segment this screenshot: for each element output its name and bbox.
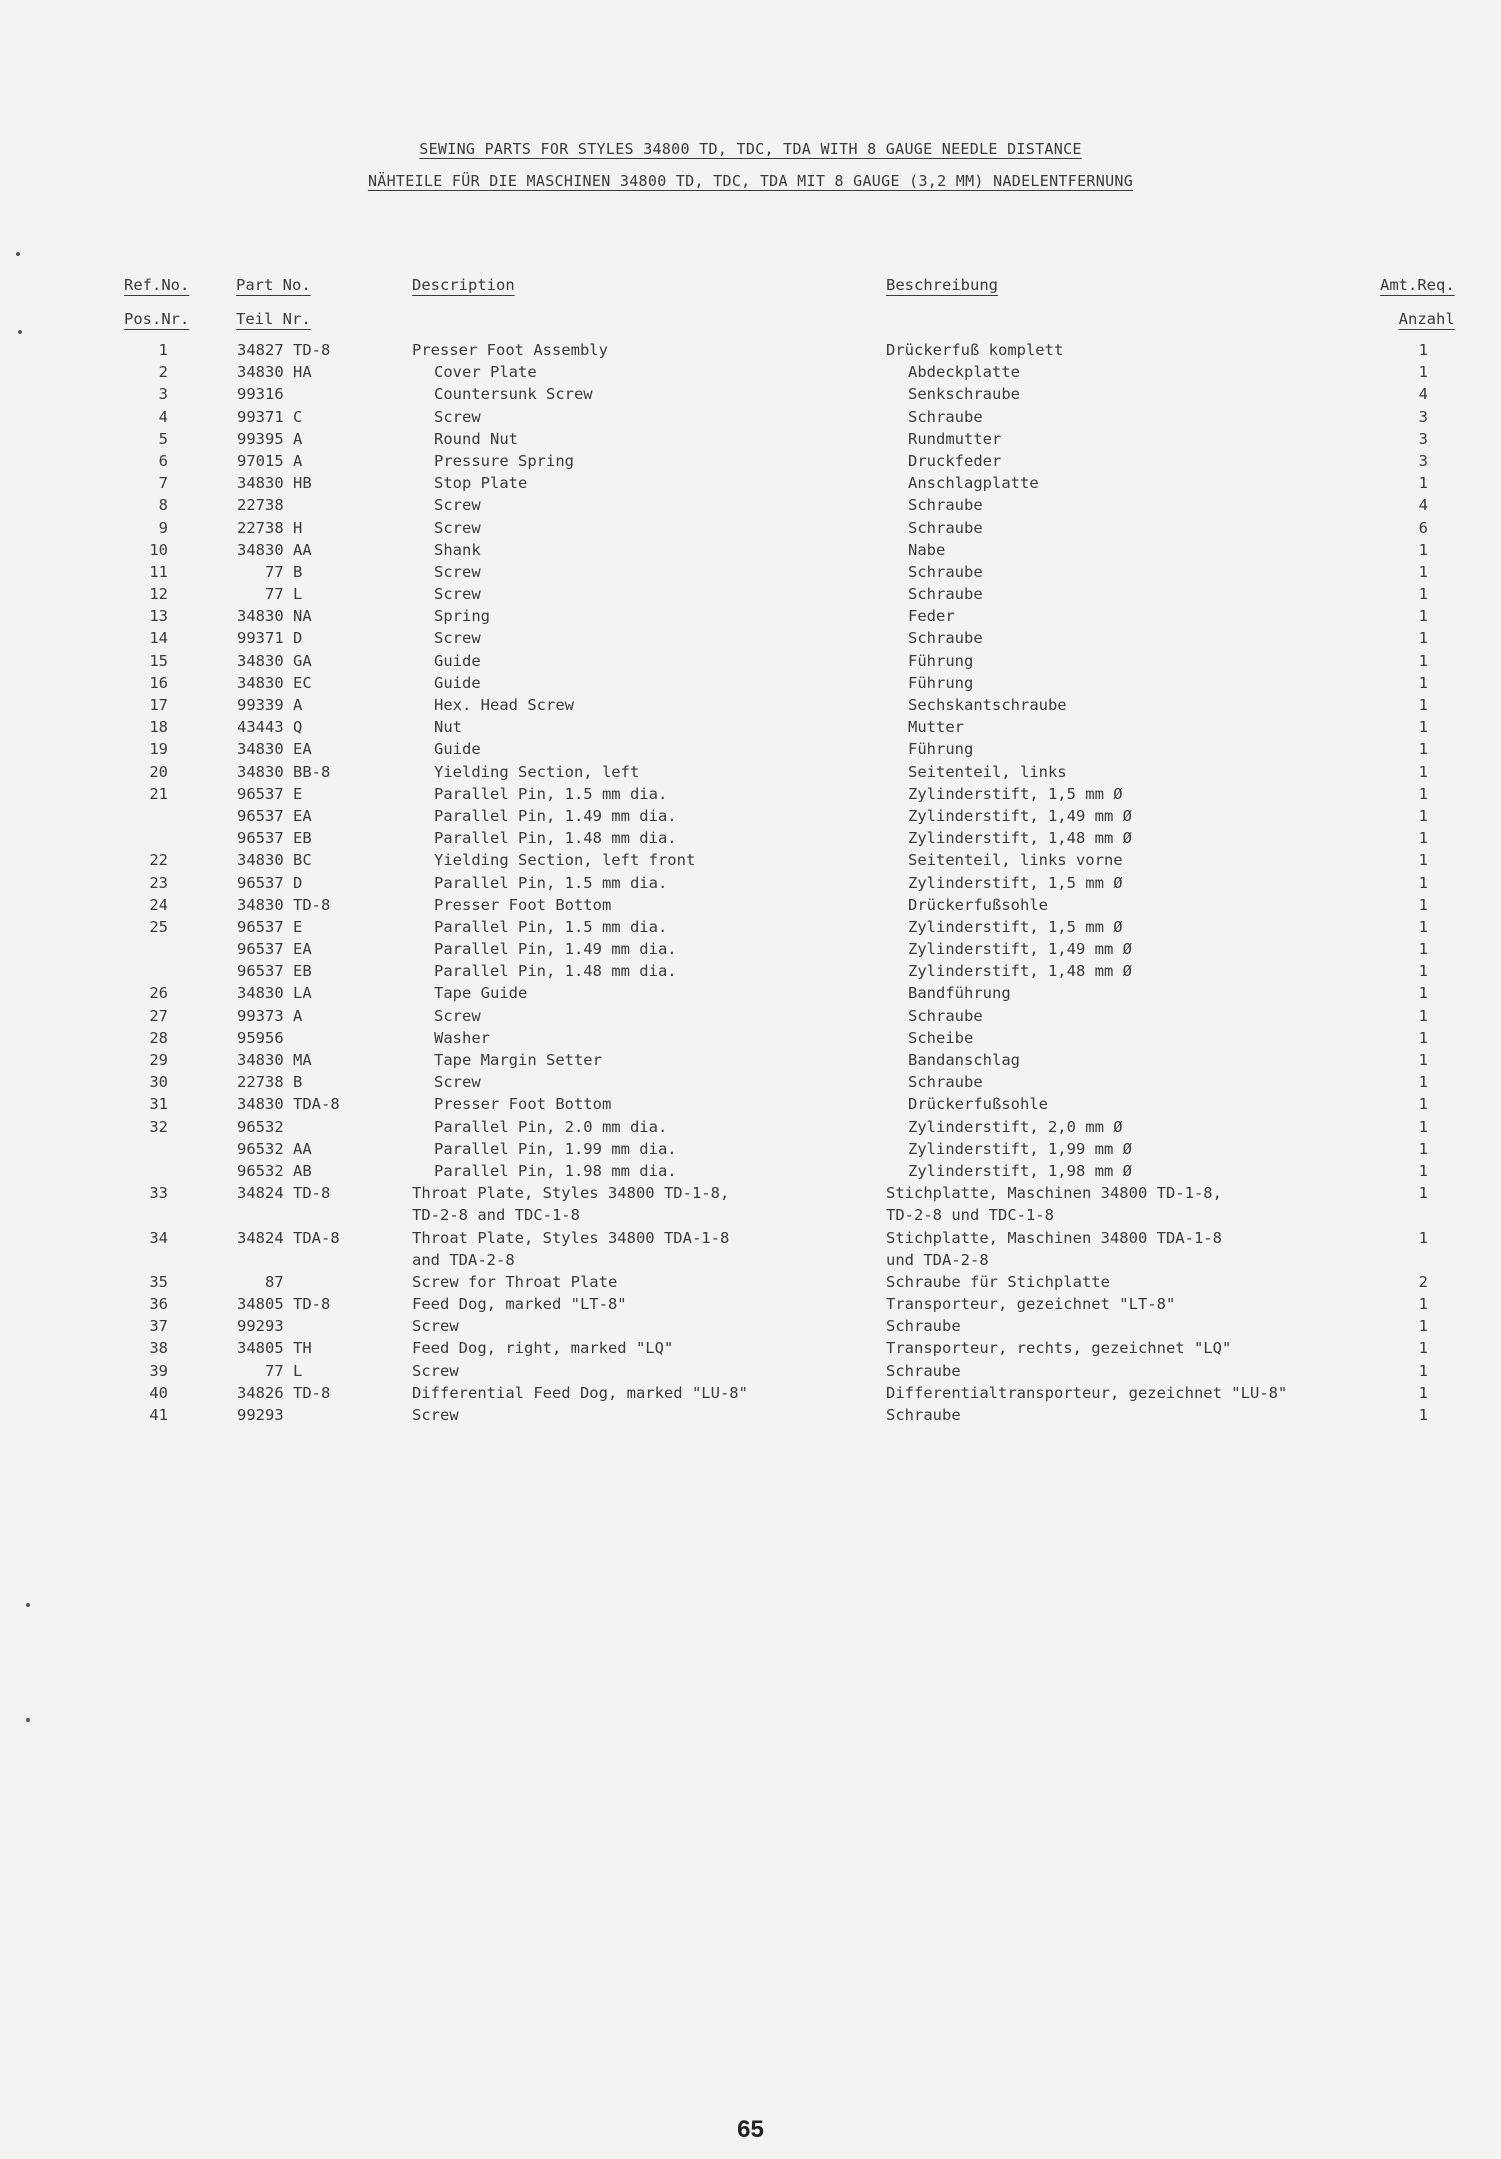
description-cell: Throat Plate, Styles 34800 TD-1-8, — [412, 1184, 730, 1203]
description-cell: Hex. Head Screw — [434, 696, 574, 714]
amount-cell: 1 — [1418, 1317, 1428, 1336]
amount-cell: 1 — [1418, 474, 1428, 493]
description-cell: Parallel Pin, 2.0 mm dia. — [434, 1117, 668, 1136]
beschreibung-cell: Drückerfuß komplett — [886, 341, 1064, 359]
beschreibung-cell: Seitenteil, links vorne — [908, 851, 1123, 870]
description-cell: Stop Plate — [434, 474, 528, 493]
description-cell: Feed Dog, right, marked "LQ" — [412, 1339, 674, 1358]
description-cell: Screw — [434, 496, 481, 515]
beschreibung-cell: Schraube — [886, 1317, 961, 1336]
beschreibung-cell: Zylinderstift, 1,49 mm Ø — [908, 806, 1132, 825]
table-row — [0, 1382, 1501, 1404]
amount-cell: 1 — [1418, 1295, 1428, 1314]
table-row — [0, 517, 1501, 539]
beschreibung-cell: Drückerfußsohle — [908, 895, 1048, 914]
table-row — [0, 1182, 1501, 1204]
ref-no-cell: 35 — [149, 1272, 168, 1291]
ref-no-cell: 33 — [149, 1184, 168, 1203]
amount-cell: 1 — [1418, 1361, 1428, 1380]
part-no-cell: 99395 A — [237, 429, 303, 448]
description-cell: Parallel Pin, 1.98 mm dia. — [434, 1161, 677, 1180]
beschreibung-cell: Zylinderstift, 1,48 mm Ø — [908, 962, 1132, 981]
table-row — [0, 1160, 1501, 1182]
amount-cell: 1 — [1418, 895, 1428, 914]
table-row — [0, 361, 1501, 383]
amount-cell: 1 — [1418, 1339, 1428, 1358]
part-no-cell: 97015 A — [237, 451, 303, 470]
amount-cell: 1 — [1418, 962, 1428, 981]
beschreibung-cell: Abdeckplatte — [908, 363, 1020, 382]
beschreibung-cell: Schraube — [886, 1406, 961, 1424]
beschreibung-cell: Zylinderstift, 1,98 mm Ø — [908, 1161, 1132, 1180]
part-no-cell: 96537 E — [237, 917, 303, 936]
part-no-cell: 34830 TDA-8 — [237, 1095, 340, 1114]
part-no-cell: 99373 A — [237, 1006, 303, 1025]
parts-table — [0, 339, 1501, 1426]
part-no-cell: 99371 D — [237, 629, 303, 648]
table-row — [0, 1093, 1501, 1115]
part-no-cell: 34830 TD-8 — [237, 895, 331, 914]
description-cell: Parallel Pin, 1.49 mm dia. — [434, 940, 677, 959]
description-cell: Screw — [412, 1406, 459, 1424]
description-cell: Yielding Section, left front — [434, 851, 696, 870]
description-cell: Parallel Pin, 1.5 mm dia. — [434, 917, 668, 936]
description-cell: Parallel Pin, 1.49 mm dia. — [434, 806, 677, 825]
amount-cell: 1 — [1418, 1051, 1428, 1069]
description-cell: Presser Foot Bottom — [434, 1095, 612, 1114]
part-no-cell: 34830 AA — [237, 540, 312, 559]
beschreibung-cell: Stichplatte, Maschinen 34800 TD-1-8, — [886, 1184, 1222, 1203]
beschreibung-cell: Drückerfußsohle — [908, 1095, 1048, 1114]
ref-no-cell: 29 — [149, 1051, 168, 1069]
amount-cell: 1 — [1418, 806, 1428, 825]
table-row — [0, 872, 1501, 894]
amount-cell: 3 — [1418, 407, 1428, 426]
table-row — [0, 1116, 1501, 1138]
beschreibung-cell: Zylinderstift, 2,0 mm Ø — [908, 1117, 1123, 1136]
amount-cell: 4 — [1418, 496, 1428, 515]
table-row — [0, 1404, 1501, 1426]
table-row — [0, 1227, 1501, 1249]
amount-cell: 1 — [1418, 1228, 1428, 1247]
table-row — [0, 1204, 1501, 1226]
description-cell: Yielding Section, left — [434, 762, 640, 781]
description-cell: Parallel Pin, 1.48 mm dia. — [434, 829, 677, 848]
ref-no-cell: 22 — [149, 851, 168, 870]
description-cell: Screw — [434, 1006, 481, 1025]
ref-no-cell: 14 — [149, 629, 168, 648]
ref-no-cell: 23 — [149, 873, 168, 892]
ref-no-cell: 30 — [149, 1073, 168, 1092]
part-no-cell: 22738 B — [237, 1073, 303, 1092]
amount-cell: 1 — [1418, 1161, 1428, 1180]
part-no-cell: 96537 D — [237, 873, 303, 892]
table-row — [0, 894, 1501, 916]
title-english: SEWING PARTS FOR STYLES 34800 TD, TDC, TDA WITH 8 GAUGE NEEDLE DISTANCE — [419, 140, 1082, 158]
beschreibung-cell: Führung — [908, 740, 974, 759]
table-row — [0, 450, 1501, 472]
description-cell: Parallel Pin, 1.48 mm dia. — [434, 962, 677, 981]
description-cell: Countersunk Screw — [434, 385, 593, 404]
beschreibung-cell: Zylinderstift, 1,5 mm Ø — [908, 917, 1123, 936]
header-part-no: Part No. Teil Nr. — [236, 276, 311, 328]
ref-no-cell: 40 — [149, 1383, 168, 1402]
description-cell: Nut — [434, 718, 462, 737]
title-german: NÄHTEILE FÜR DIE MASCHINEN 34800 TD, TDC, TDA MIT 8 GAUGE (3,2 MM) NADELENTFERNUNG — [367, 172, 1134, 190]
amount-cell: 1 — [1418, 607, 1428, 626]
ref-no-cell: 17 — [149, 696, 168, 714]
beschreibung-cell: Scheibe — [908, 1028, 974, 1047]
description-cell: Differential Feed Dog, marked "LU-8" — [412, 1383, 748, 1402]
part-no-cell: 34805 TD-8 — [237, 1295, 331, 1314]
amount-cell: 3 — [1418, 429, 1428, 448]
table-row — [0, 672, 1501, 694]
beschreibung-cell: Senkschraube — [908, 385, 1020, 404]
ref-no-cell: 38 — [149, 1339, 168, 1358]
table-row — [0, 605, 1501, 627]
scan-speck — [16, 252, 20, 256]
beschreibung-cell: Schraube — [908, 407, 983, 426]
table-row — [0, 1027, 1501, 1049]
amount-cell: 1 — [1418, 1117, 1428, 1136]
beschreibung-cell: Zylinderstift, 1,99 mm Ø — [908, 1139, 1132, 1158]
description-cell: Screw — [434, 1073, 481, 1092]
part-no-cell: 43443 Q — [237, 718, 303, 737]
part-no-cell: 99293 — [237, 1406, 284, 1424]
ref-no-cell: 10 — [149, 540, 168, 559]
description-cell: Parallel Pin, 1.5 mm dia. — [434, 784, 668, 803]
description-cell: Throat Plate, Styles 34800 TDA-1-8 — [412, 1228, 730, 1247]
table-row — [0, 1315, 1501, 1337]
beschreibung-cell: Anschlagplatte — [908, 474, 1039, 493]
amount-cell: 4 — [1418, 385, 1428, 404]
amount-cell: 1 — [1418, 585, 1428, 604]
amount-cell: 1 — [1418, 1406, 1428, 1424]
beschreibung-cell: TD-2-8 und TDC-1-8 — [886, 1206, 1054, 1225]
beschreibung-cell: Differentialtransporteur, gezeichnet "LU-8" — [886, 1383, 1288, 1402]
amount-cell: 1 — [1418, 1095, 1428, 1114]
amount-cell: 1 — [1418, 562, 1428, 581]
description-cell: Guide — [434, 673, 481, 692]
beschreibung-cell: Schraube — [908, 562, 983, 581]
amount-cell: 2 — [1418, 1272, 1428, 1291]
description-cell: Screw — [434, 585, 481, 604]
description-cell: Round Nut — [434, 429, 518, 448]
beschreibung-cell: Schraube — [908, 1073, 983, 1092]
beschreibung-cell: Transporteur, rechts, gezeichnet "LQ" — [886, 1339, 1232, 1358]
ref-no-cell: 12 — [149, 585, 168, 604]
table-row — [0, 1293, 1501, 1315]
part-no-cell: 34830 HB — [237, 474, 312, 493]
description-cell: Presser Foot Assembly — [412, 341, 608, 359]
table-row — [0, 1138, 1501, 1160]
table-row — [0, 1249, 1501, 1271]
amount-cell: 1 — [1418, 917, 1428, 936]
beschreibung-cell: Transporteur, gezeichnet "LT-8" — [886, 1295, 1176, 1314]
amount-cell: 6 — [1418, 518, 1428, 537]
ref-no-cell: 20 — [149, 762, 168, 781]
description-cell: Screw for Throat Plate — [412, 1272, 618, 1291]
part-no-cell: 96532 — [237, 1117, 284, 1136]
table-row — [0, 982, 1501, 1004]
table-row — [0, 1005, 1501, 1027]
part-no-cell: 34824 TDA-8 — [237, 1228, 340, 1247]
description-cell: Screw — [412, 1361, 459, 1380]
scan-speck — [26, 1718, 30, 1722]
part-no-cell: 34830 BB-8 — [237, 762, 331, 781]
part-no-cell: 96537 EA — [237, 806, 312, 825]
table-row — [0, 1049, 1501, 1071]
part-no-cell: 87 — [237, 1272, 284, 1291]
amount-cell: 3 — [1418, 451, 1428, 470]
description-cell: Tape Margin Setter — [434, 1051, 602, 1069]
ref-no-cell: 18 — [149, 718, 168, 737]
part-no-cell: 99339 A — [237, 696, 303, 714]
ref-no-cell: 1 — [158, 341, 168, 359]
table-row — [0, 960, 1501, 982]
table-row — [0, 1360, 1501, 1382]
ref-no-cell: 26 — [149, 984, 168, 1003]
header-beschreibung: Beschreibung — [886, 276, 998, 294]
ref-no-cell: 13 — [149, 607, 168, 626]
amount-cell: 1 — [1418, 718, 1428, 737]
description-cell: and TDA-2-8 — [412, 1250, 515, 1269]
table-row — [0, 650, 1501, 672]
beschreibung-cell: Schraube — [908, 585, 983, 604]
header-amount: Amt.Req. Anzahl — [1380, 276, 1455, 328]
beschreibung-cell: Führung — [908, 651, 974, 670]
description-cell: Spring — [434, 607, 490, 626]
part-no-cell: 96537 EA — [237, 940, 312, 959]
amount-cell: 1 — [1418, 629, 1428, 648]
header-ref-no: Ref.No. Pos.Nr. — [124, 276, 190, 328]
table-row — [0, 1337, 1501, 1359]
description-cell: Guide — [434, 651, 481, 670]
beschreibung-cell: Zylinderstift, 1,48 mm Ø — [908, 829, 1132, 848]
scan-speck — [18, 330, 22, 334]
table-row — [0, 472, 1501, 494]
amount-cell: 1 — [1418, 1383, 1428, 1402]
ref-no-cell: 4 — [158, 407, 168, 426]
ref-no-cell: 31 — [149, 1095, 168, 1114]
part-no-cell: 34830 HA — [237, 363, 312, 382]
amount-cell: 1 — [1418, 873, 1428, 892]
page-number: 65 — [737, 2116, 764, 2143]
ref-no-cell: 5 — [158, 429, 168, 448]
part-no-cell: 96532 AB — [237, 1161, 312, 1180]
part-no-cell: 95956 — [237, 1028, 284, 1047]
part-no-cell: 22738 — [237, 496, 284, 515]
table-row — [0, 938, 1501, 960]
ref-no-cell: 7 — [158, 474, 168, 493]
amount-cell: 1 — [1418, 1073, 1428, 1092]
table-row — [0, 561, 1501, 583]
amount-cell: 1 — [1418, 1006, 1428, 1025]
table-row — [0, 716, 1501, 738]
table-row — [0, 627, 1501, 649]
part-no-cell: 34830 BC — [237, 851, 312, 870]
ref-no-cell: 39 — [149, 1361, 168, 1380]
description-cell: Screw — [434, 562, 481, 581]
amount-cell: 1 — [1418, 651, 1428, 670]
beschreibung-cell: Schraube für Stichplatte — [886, 1272, 1110, 1291]
scan-speck — [26, 1603, 30, 1607]
amount-cell: 1 — [1418, 762, 1428, 781]
ref-no-cell: 16 — [149, 673, 168, 692]
table-row — [0, 383, 1501, 405]
part-no-cell: 96537 EB — [237, 829, 312, 848]
part-no-cell: 34830 MA — [237, 1051, 312, 1069]
beschreibung-cell: Bandführung — [908, 984, 1011, 1003]
beschreibung-cell: Führung — [908, 673, 974, 692]
table-row — [0, 539, 1501, 561]
part-no-cell: 34805 TH — [237, 1339, 312, 1358]
description-cell: Washer — [434, 1028, 490, 1047]
amount-cell: 1 — [1418, 673, 1428, 692]
table-row — [0, 738, 1501, 760]
description-cell: Parallel Pin, 1.99 mm dia. — [434, 1139, 677, 1158]
description-cell: Screw — [434, 518, 481, 537]
ref-no-cell: 37 — [149, 1317, 168, 1336]
amount-cell: 1 — [1418, 1139, 1428, 1158]
table-row — [0, 827, 1501, 849]
part-no-cell: 99293 — [237, 1317, 284, 1336]
table-row — [0, 783, 1501, 805]
amount-cell: 1 — [1418, 940, 1428, 959]
table-row — [0, 339, 1501, 361]
beschreibung-cell: Feder — [908, 607, 955, 626]
table-row — [0, 761, 1501, 783]
part-no-cell: 99371 C — [237, 407, 303, 426]
ref-no-cell: 8 — [158, 496, 168, 515]
description-cell: Screw — [434, 407, 481, 426]
ref-no-cell: 27 — [149, 1006, 168, 1025]
part-no-cell: 99316 — [237, 385, 284, 404]
amount-cell: 1 — [1418, 1028, 1428, 1047]
part-no-cell: 34824 TD-8 — [237, 1184, 331, 1203]
part-no-cell: 22738 H — [237, 518, 303, 537]
part-no-cell: 77 B — [237, 562, 303, 581]
ref-no-cell: 9 — [158, 518, 168, 537]
beschreibung-cell: Nabe — [908, 540, 946, 559]
table-row — [0, 916, 1501, 938]
header-description: Description — [412, 276, 515, 294]
description-cell: Feed Dog, marked "LT-8" — [412, 1295, 627, 1314]
beschreibung-cell: Rundmutter — [908, 429, 1002, 448]
beschreibung-cell: Zylinderstift, 1,5 mm Ø — [908, 784, 1123, 803]
description-cell: Cover Plate — [434, 363, 537, 382]
table-row — [0, 694, 1501, 716]
beschreibung-cell: Stichplatte, Maschinen 34800 TDA-1-8 — [886, 1228, 1222, 1247]
description-cell: Screw — [434, 629, 481, 648]
table-row — [0, 494, 1501, 516]
table-row — [0, 1071, 1501, 1093]
beschreibung-cell: Zylinderstift, 1,49 mm Ø — [908, 940, 1132, 959]
ref-no-cell: 6 — [158, 451, 168, 470]
beschreibung-cell: Schraube — [886, 1361, 961, 1380]
beschreibung-cell: und TDA-2-8 — [886, 1250, 989, 1269]
part-no-cell: 34830 EC — [237, 673, 312, 692]
ref-no-cell: 21 — [149, 784, 168, 803]
ref-no-cell: 28 — [149, 1028, 168, 1047]
amount-cell: 1 — [1418, 851, 1428, 870]
description-cell: Screw — [412, 1317, 459, 1336]
ref-no-cell: 19 — [149, 740, 168, 759]
description-cell: Shank — [434, 540, 481, 559]
amount-cell: 1 — [1418, 1184, 1428, 1203]
table-row — [0, 849, 1501, 871]
part-no-cell: 34830 NA — [237, 607, 312, 626]
amount-cell: 1 — [1418, 784, 1428, 803]
beschreibung-cell: Bandanschlag — [908, 1051, 1020, 1069]
amount-cell: 1 — [1418, 540, 1428, 559]
table-row — [0, 805, 1501, 827]
ref-no-cell: 32 — [149, 1117, 168, 1136]
ref-no-cell: 3 — [158, 385, 168, 404]
ref-no-cell: 24 — [149, 895, 168, 914]
part-no-cell: 96537 EB — [237, 962, 312, 981]
description-cell: Presser Foot Bottom — [434, 895, 612, 914]
beschreibung-cell: Zylinderstift, 1,5 mm Ø — [908, 873, 1123, 892]
amount-cell: 1 — [1418, 363, 1428, 382]
ref-no-cell: 2 — [158, 363, 168, 382]
amount-cell: 1 — [1418, 341, 1428, 359]
amount-cell: 1 — [1418, 696, 1428, 714]
part-no-cell: 34830 LA — [237, 984, 312, 1003]
beschreibung-cell: Schraube — [908, 496, 983, 515]
table-row — [0, 406, 1501, 428]
beschreibung-cell: Seitenteil, links — [908, 762, 1067, 781]
ref-no-cell: 36 — [149, 1295, 168, 1314]
part-no-cell: 96537 E — [237, 784, 303, 803]
ref-no-cell: 41 — [149, 1406, 168, 1424]
table-row — [0, 583, 1501, 605]
beschreibung-cell: Sechskantschraube — [908, 696, 1067, 714]
part-no-cell: 96532 AA — [237, 1139, 312, 1158]
ref-no-cell: 11 — [149, 562, 168, 581]
table-row — [0, 1271, 1501, 1293]
beschreibung-cell: Mutter — [908, 718, 964, 737]
description-cell: TD-2-8 and TDC-1-8 — [412, 1206, 580, 1225]
beschreibung-cell: Schraube — [908, 518, 983, 537]
table-row — [0, 428, 1501, 450]
part-no-cell: 34827 TD-8 — [237, 341, 331, 359]
description-cell: Parallel Pin, 1.5 mm dia. — [434, 873, 668, 892]
amount-cell: 1 — [1418, 984, 1428, 1003]
ref-no-cell: 15 — [149, 651, 168, 670]
beschreibung-cell: Druckfeder — [908, 451, 1002, 470]
part-no-cell: 77 L — [237, 1361, 303, 1380]
ref-no-cell: 34 — [149, 1228, 168, 1247]
description-cell: Guide — [434, 740, 481, 759]
beschreibung-cell: Schraube — [908, 1006, 983, 1025]
part-no-cell: 34830 EA — [237, 740, 312, 759]
description-cell: Tape Guide — [434, 984, 528, 1003]
beschreibung-cell: Schraube — [908, 629, 983, 648]
amount-cell: 1 — [1418, 829, 1428, 848]
part-no-cell: 34830 GA — [237, 651, 312, 670]
description-cell: Pressure Spring — [434, 451, 574, 470]
ref-no-cell: 25 — [149, 917, 168, 936]
amount-cell: 1 — [1418, 740, 1428, 759]
part-no-cell: 34826 TD-8 — [237, 1383, 331, 1402]
part-no-cell: 77 L — [237, 585, 303, 604]
